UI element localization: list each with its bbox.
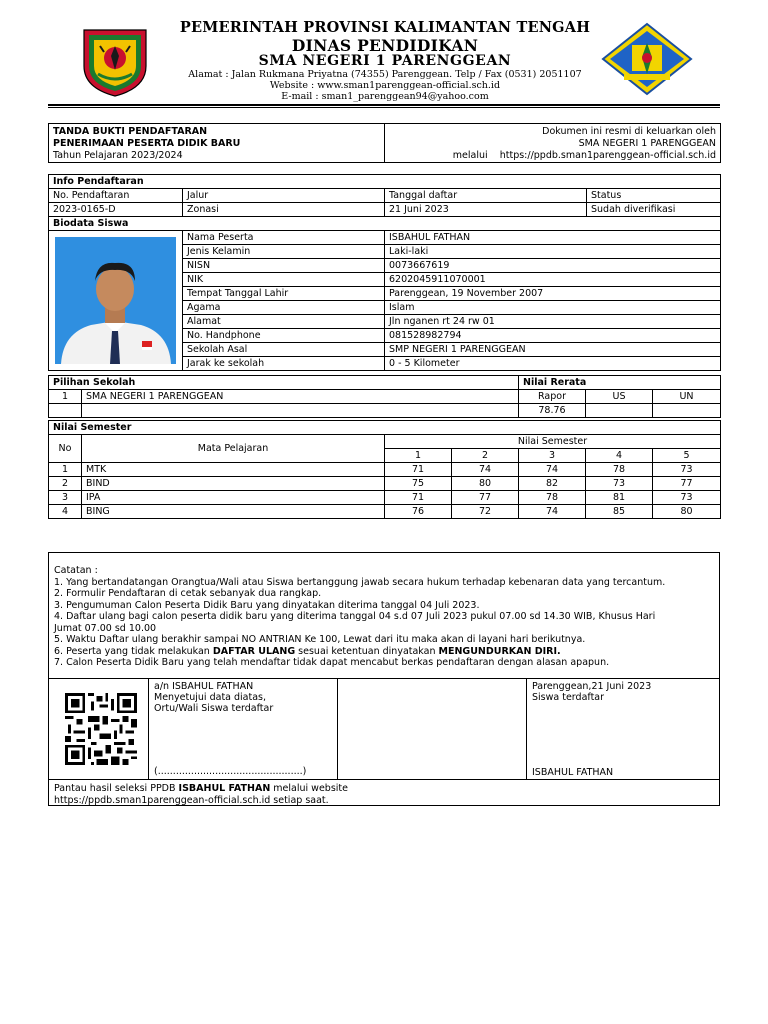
table-row bbox=[49, 477, 721, 491]
value-nama: ISBAHUL FATHAN bbox=[385, 231, 721, 245]
score-cell: 71 bbox=[385, 463, 452, 477]
footer-text-pre: Pantau hasil seleksi PPDB bbox=[54, 783, 179, 794]
score-cell: 80 bbox=[653, 505, 721, 519]
photo-cell bbox=[49, 231, 183, 371]
receipt-subtitle: PENERIMAAN PESERTA DIDIK BARU bbox=[53, 138, 241, 149]
school-logo bbox=[600, 22, 694, 96]
value-jenis-kelamin: Laki-laki bbox=[385, 245, 721, 259]
student-signature-cell bbox=[527, 679, 719, 779]
value-jarak: 0 - 5 Kilometer bbox=[385, 357, 721, 371]
note-item bbox=[54, 646, 716, 658]
label-alamat: Alamat bbox=[183, 315, 385, 329]
note-item: 5. Waktu Daftar ulang berakhir sampai NO ANTRIAN Ke 100, Lewat dari itu maka akan di layani hari berikutnya. bbox=[54, 634, 586, 645]
value-un bbox=[653, 404, 721, 418]
col-semester-5: 5 bbox=[653, 449, 721, 463]
notes-box bbox=[48, 552, 720, 806]
label-jarak: Jarak ke sekolah bbox=[183, 357, 385, 371]
kop-website: Website : www.sman1parenggean-official.sch.id bbox=[269, 80, 501, 91]
note-emphasis: MENGUNDURKAN DIRI. bbox=[438, 645, 561, 657]
note-text: sesuai ketentuan dinyatakan bbox=[295, 645, 439, 657]
value-rapor: 78.76 bbox=[519, 404, 586, 418]
label-no-pendaftaran: No. Pendaftaran bbox=[49, 189, 183, 203]
empty-cell bbox=[49, 404, 82, 418]
registration-info-table bbox=[48, 174, 721, 371]
score-cell: 80 bbox=[452, 477, 519, 491]
note-item: 1. Yang bertandatangan Orangtua/Wali atau Siswa bertanggung jawab secara hukum terhadap kebenaran data yang tercantum. bbox=[54, 576, 666, 588]
value-no-pendaftaran: 2023-0165-D bbox=[49, 203, 183, 217]
choice-school: SMA NEGERI 1 PARENGGEAN bbox=[82, 390, 519, 404]
score-cell: 72 bbox=[452, 505, 519, 519]
value-nik: 6202045911070001 bbox=[385, 273, 721, 287]
note-item: 2. Formulir Pendaftaran di cetak sebanyak dua rangkap. bbox=[54, 588, 322, 599]
score-cell: 81 bbox=[586, 491, 653, 505]
issuer-cell bbox=[385, 124, 721, 163]
score-cell: 74 bbox=[519, 463, 586, 477]
label-tanggal-daftar: Tanggal daftar bbox=[385, 189, 587, 203]
col-semester-1: 1 bbox=[385, 449, 452, 463]
score-cell: 74 bbox=[519, 505, 586, 519]
issuer-line-2: SMA NEGERI 1 PARENGGEAN bbox=[578, 138, 716, 149]
kop-government-name: PEMERINTAH PROVINSI KALIMANTAN TENGAH bbox=[179, 19, 591, 36]
col-us: US bbox=[586, 390, 653, 404]
col-mata-pelajaran: Mata Pelajaran bbox=[82, 435, 385, 463]
parent-approval: Menyetujui data diatas, bbox=[154, 692, 267, 703]
score-cell: 73 bbox=[653, 491, 721, 505]
col-nilai-semester: Nilai Semester bbox=[385, 435, 721, 449]
score-cell: 85 bbox=[586, 505, 653, 519]
receipt-header bbox=[48, 123, 721, 163]
row-no: 1 bbox=[49, 463, 82, 477]
choice-number: 1 bbox=[49, 390, 82, 404]
score-cell: 73 bbox=[653, 463, 721, 477]
score-cell: 78 bbox=[519, 491, 586, 505]
empty-signature-cell bbox=[338, 679, 527, 779]
label-sekolah-asal: Sekolah Asal bbox=[183, 343, 385, 357]
parent-signature-blank: (................................................) bbox=[154, 766, 307, 777]
receipt-title-cell bbox=[49, 124, 385, 163]
letterhead bbox=[0, 0, 768, 110]
grades-section-title: Nilai Semester bbox=[49, 421, 721, 435]
value-us bbox=[586, 404, 653, 418]
academic-year: Tahun Pelajaran 2023/2024 bbox=[53, 150, 183, 161]
letterhead-rule bbox=[48, 104, 720, 106]
issuer-line-1: Dokumen ini resmi di keluarkan oleh bbox=[542, 126, 716, 137]
value-nisn: 0073667619 bbox=[385, 259, 721, 273]
label-agama: Agama bbox=[183, 301, 385, 315]
value-sekolah-asal: SMP NEGERI 1 PARENGGEAN bbox=[385, 343, 721, 357]
footer-text-post: melalui website bbox=[270, 783, 348, 794]
row-subject: BING bbox=[82, 505, 385, 519]
col-un: UN bbox=[653, 390, 721, 404]
row-subject: BIND bbox=[82, 477, 385, 491]
col-semester-2: 2 bbox=[452, 449, 519, 463]
letterhead-rule-thin bbox=[48, 107, 720, 108]
label-ttl: Tempat Tanggal Lahir bbox=[183, 287, 385, 301]
score-cell: 77 bbox=[653, 477, 721, 491]
score-cell: 71 bbox=[385, 491, 452, 505]
score-cell: 73 bbox=[586, 477, 653, 491]
place-date: Parenggean,21 Juni 2023 bbox=[532, 681, 652, 692]
average-score-title: Nilai Rerata bbox=[519, 376, 721, 390]
student-role: Siswa terdaftar bbox=[532, 692, 605, 703]
note-text: 6. Peserta yang tidak melakukan bbox=[54, 645, 213, 657]
parent-signature-cell bbox=[149, 679, 338, 779]
footer-line-1 bbox=[54, 783, 348, 795]
row-subject: MTK bbox=[82, 463, 385, 477]
footer-student-name: ISBAHUL FATHAN bbox=[178, 783, 271, 794]
qr-code bbox=[60, 693, 142, 765]
note-emphasis: DAFTAR ULANG bbox=[212, 645, 296, 657]
student-name: ISBAHUL FATHAN bbox=[532, 767, 614, 778]
empty-cell bbox=[82, 404, 519, 418]
student-photo bbox=[55, 237, 176, 364]
value-agama: Islam bbox=[385, 301, 721, 315]
footer-text bbox=[54, 783, 348, 806]
note-item: 4. Daftar ulang bagi calon peserta didik baru yang diterima tanggal 04 s.d 07 Juli 2023 pukul 07.00 sd 14.30 WIB, Khusus Hari bbox=[54, 611, 656, 622]
notes-list bbox=[54, 565, 716, 669]
parent-an: a/n ISBAHUL FATHAN bbox=[154, 681, 254, 692]
label-handphone: No. Handphone bbox=[183, 329, 385, 343]
note-item-continued: Jumat 07.00 sd 10.00 bbox=[54, 622, 157, 634]
row-no: 4 bbox=[49, 505, 82, 519]
label-nama: Nama Peserta bbox=[183, 231, 385, 245]
kop-school-name: SMA NEGERI 1 PARENGGEAN bbox=[258, 53, 512, 69]
score-cell: 76 bbox=[385, 505, 452, 519]
label-status: Status bbox=[587, 189, 721, 203]
col-no: No bbox=[49, 435, 82, 463]
semester-grades-table bbox=[48, 420, 721, 519]
score-cell: 78 bbox=[586, 463, 653, 477]
label-nisn: NISN bbox=[183, 259, 385, 273]
signature-area bbox=[49, 678, 719, 780]
note-item: 7. Calon Peserta Didik Baru yang telah mendaftar tidak dapat mencabut berkas pendaftaran dengan alasan apapun. bbox=[54, 657, 610, 668]
kalimantan-tengah-emblem-logo bbox=[78, 26, 152, 98]
footer-line-2: https://ppdb.sman1parenggean-official.sch.id setiap saat. bbox=[54, 794, 329, 806]
school-choice-table bbox=[48, 375, 721, 418]
col-semester-3: 3 bbox=[519, 449, 586, 463]
kop-department-name: DINAS PENDIDIKAN bbox=[291, 36, 479, 55]
label-jalur: Jalur bbox=[183, 189, 385, 203]
note-item: 3. Pengumuman Calon Peserta Didik Baru yang dinyatakan diterima tanggal 04 Juli 2023. bbox=[54, 599, 480, 611]
biodata-section-title: Biodata Siswa bbox=[49, 217, 721, 231]
kop-email: E-mail : sman1_parenggean94@yahoo.com bbox=[281, 91, 489, 102]
score-cell: 77 bbox=[452, 491, 519, 505]
school-choice-title: Pilihan Sekolah bbox=[49, 376, 519, 390]
label-jenis-kelamin: Jenis Kelamin bbox=[183, 245, 385, 259]
value-status: Sudah diverifikasi bbox=[587, 203, 721, 217]
value-alamat: Jln nganen rt 24 rw 01 bbox=[385, 315, 721, 329]
issuer-line-3: melalui https://ppdb.sman1parenggean-official.sch.id bbox=[452, 150, 716, 161]
table-row bbox=[49, 491, 721, 505]
score-cell: 75 bbox=[385, 477, 452, 491]
value-tanggal-daftar: 21 Juni 2023 bbox=[385, 203, 587, 217]
value-jalur: Zonasi bbox=[183, 203, 385, 217]
receipt-title: TANDA BUKTI PENDAFTARAN bbox=[53, 126, 208, 137]
score-cell: 74 bbox=[452, 463, 519, 477]
score-cell: 82 bbox=[519, 477, 586, 491]
col-rapor: Rapor bbox=[519, 390, 586, 404]
row-no: 2 bbox=[49, 477, 82, 491]
notes-title: Catatan : bbox=[54, 565, 98, 576]
info-section-title: Info Pendaftaran bbox=[49, 175, 721, 189]
table-row bbox=[49, 463, 721, 477]
value-handphone: 081528982794 bbox=[385, 329, 721, 343]
col-semester-4: 4 bbox=[586, 449, 653, 463]
qr-cell bbox=[49, 679, 149, 779]
kop-address: Alamat : Jalan Rukmana Priyatna (74355) Parenggean. Telp / Fax (0531) 2051107 bbox=[188, 69, 582, 80]
parent-role: Ortu/Wali Siswa terdaftar bbox=[154, 703, 274, 714]
value-ttl: Parenggean, 19 November 2007 bbox=[385, 287, 721, 301]
row-subject: IPA bbox=[82, 491, 385, 505]
row-no: 3 bbox=[49, 491, 82, 505]
label-nik: NIK bbox=[183, 273, 385, 287]
table-row bbox=[49, 505, 721, 519]
